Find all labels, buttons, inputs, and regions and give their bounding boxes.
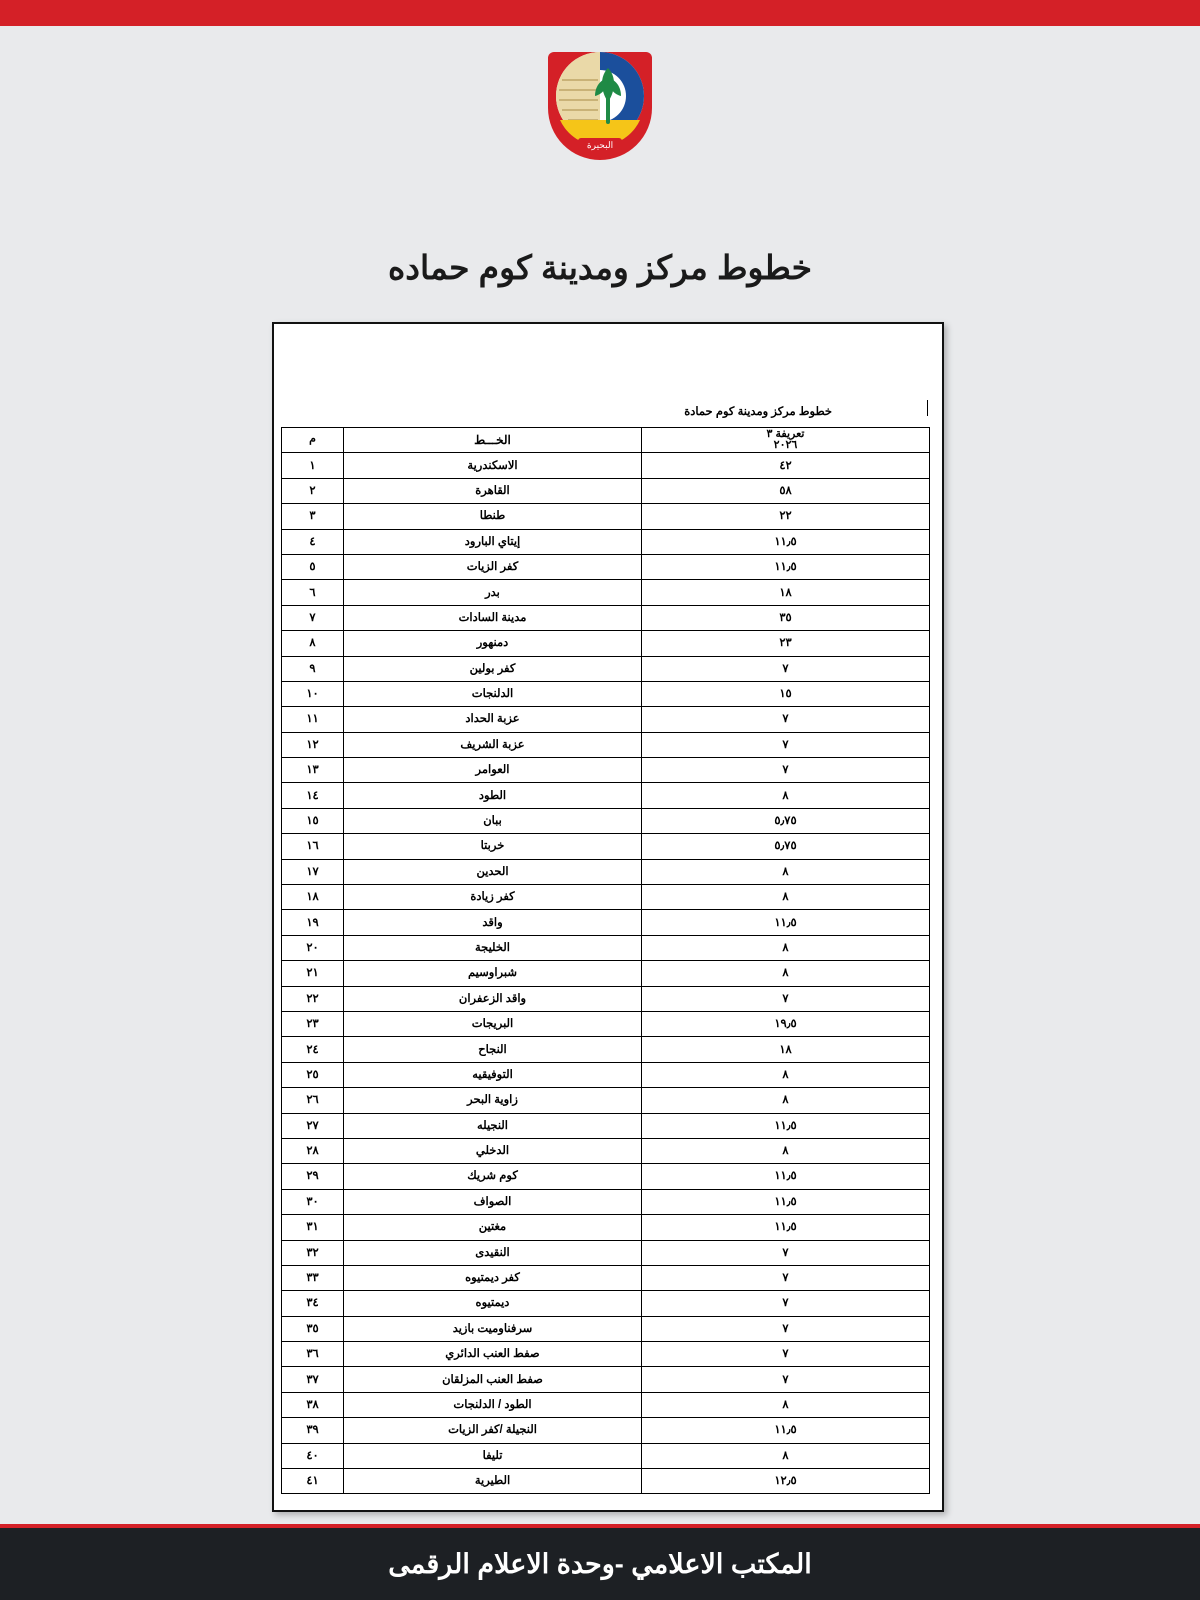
cell-number: ١٢: [282, 732, 344, 757]
cell-line-name: الاسكندرية: [344, 453, 642, 478]
cell-line-name: بدر: [344, 580, 642, 605]
cell-line-name: البريجات: [344, 1011, 642, 1036]
cell-price: ١١٫٥: [642, 1215, 930, 1240]
column-header-price-line1: تعريفة ٣: [766, 427, 805, 440]
cell-number: ١١: [282, 707, 344, 732]
cell-line-name: الطود: [344, 783, 642, 808]
cell-price: ١٥: [642, 681, 930, 706]
column-header-number: م: [282, 428, 344, 453]
cell-price: ٧: [642, 1342, 930, 1367]
cell-line-name: كفر ديمتيوه: [344, 1265, 642, 1290]
cell-price: ٧: [642, 1240, 930, 1265]
table-row: [282, 1367, 930, 1392]
cell-price: ١٨: [642, 1037, 930, 1062]
cell-price: ٧: [642, 656, 930, 681]
cell-price: ٧: [642, 1291, 930, 1316]
cell-line-name: الدخلي: [344, 1138, 642, 1163]
cell-price: ١١٫٥: [642, 554, 930, 579]
cell-line-name: النجاح: [344, 1037, 642, 1062]
table-row: [282, 808, 930, 833]
cell-line-name: صفط العنب المزلقان: [344, 1367, 642, 1392]
table-row: [282, 1443, 930, 1468]
cell-line-name: الخليجة: [344, 935, 642, 960]
cell-number: ٩: [282, 656, 344, 681]
table-row: [282, 1392, 930, 1417]
cell-price: ٨: [642, 1062, 930, 1087]
table-row: [282, 529, 930, 554]
table-row: [282, 986, 930, 1011]
cell-price: ٤٢: [642, 453, 930, 478]
cell-line-name: واقد الزعفران: [344, 986, 642, 1011]
cell-number: ٢٥: [282, 1062, 344, 1087]
table-row: [282, 580, 930, 605]
cell-line-name: عزبة الشريف: [344, 732, 642, 757]
fares-table: [281, 427, 930, 1494]
table-row: [282, 961, 930, 986]
table-row: [282, 453, 930, 478]
sheet-header-title: خطوط مركز ومدينة كوم حمادة: [684, 406, 832, 418]
table-row: [282, 1291, 930, 1316]
cell-price: ١٢٫٥: [642, 1469, 930, 1494]
cell-line-name: إيتاي البارود: [344, 529, 642, 554]
cell-number: ٢٢: [282, 986, 344, 1011]
cell-line-name: العوامر: [344, 758, 642, 783]
page-title: خطوط مركز ومدينة كوم حماده: [388, 249, 812, 286]
cell-number: ٢٤: [282, 1037, 344, 1062]
cell-price: ٨: [642, 885, 930, 910]
cell-price: ١١٫٥: [642, 1418, 930, 1443]
cell-price: ٢٢: [642, 504, 930, 529]
cell-number: ٢٠: [282, 935, 344, 960]
cell-line-name: دمنهور: [344, 631, 642, 656]
cell-price: ٨: [642, 1443, 930, 1468]
footer-bar: [0, 1528, 1200, 1600]
cell-number: ١٨: [282, 885, 344, 910]
cell-price: ١١٫٥: [642, 1189, 930, 1214]
cell-price: ٧: [642, 1265, 930, 1290]
cell-line-name: الصواف: [344, 1189, 642, 1214]
table-row: [282, 554, 930, 579]
table-row: [282, 1088, 930, 1113]
cell-number: ٣٨: [282, 1392, 344, 1417]
cell-price: ٨: [642, 783, 930, 808]
cell-line-name: كفر الزيات: [344, 554, 642, 579]
cell-line-name: الطيرية: [344, 1469, 642, 1494]
price-list-sheet: [272, 322, 944, 1512]
table-header-row: [282, 428, 930, 453]
table-row: [282, 783, 930, 808]
cell-price: ٥٨: [642, 478, 930, 503]
cell-price: ١١٫٥: [642, 529, 930, 554]
table-row: [282, 910, 930, 935]
table-row: [282, 1062, 930, 1087]
cell-number: ٤١: [282, 1469, 344, 1494]
sheet-header-tick: [927, 400, 928, 416]
cell-price: ١٨: [642, 580, 930, 605]
table-row: [282, 1037, 930, 1062]
cell-price: ٣٥: [642, 605, 930, 630]
cell-line-name: زاوية البحر: [344, 1088, 642, 1113]
cell-number: ٣٣: [282, 1265, 344, 1290]
table-row: [282, 478, 930, 503]
table-row: [282, 732, 930, 757]
cell-number: ٤٠: [282, 1443, 344, 1468]
cell-price: ٥٫٧٥: [642, 834, 930, 859]
cell-number: ٣٤: [282, 1291, 344, 1316]
cell-number: ٣٦: [282, 1342, 344, 1367]
cell-price: ٧: [642, 1367, 930, 1392]
cell-number: ٣٢: [282, 1240, 344, 1265]
cell-line-name: خربتا: [344, 834, 642, 859]
cell-line-name: النجيلة /كفر الزيات: [344, 1418, 642, 1443]
cell-line-name: النجيله: [344, 1113, 642, 1138]
column-header-price-line2: ٢٠٢٦: [773, 439, 798, 452]
cell-line-name: مغتين: [344, 1215, 642, 1240]
table-body: [282, 453, 930, 1494]
cell-line-name: واقد: [344, 910, 642, 935]
cell-line-name: طنطا: [344, 504, 642, 529]
cell-number: ١٧: [282, 859, 344, 884]
table-row: [282, 1189, 930, 1214]
column-header-price: [642, 428, 930, 453]
table-row: [282, 1113, 930, 1138]
table-row: [282, 504, 930, 529]
cell-line-name: تليفا: [344, 1443, 642, 1468]
table-row: [282, 935, 930, 960]
cell-line-name: صفط العنب الدائري: [344, 1342, 642, 1367]
cell-price: ١١٫٥: [642, 910, 930, 935]
cell-number: ٢٣: [282, 1011, 344, 1036]
table-row: [282, 1316, 930, 1341]
cell-line-name: ديمتيوه: [344, 1291, 642, 1316]
table-row: [282, 1215, 930, 1240]
logo-caption: البحيرة: [586, 140, 614, 150]
footer-text: المكتب الاعلامي -وحدة الاعلام الرقمى: [388, 1548, 812, 1579]
cell-line-name: مدينة السادات: [344, 605, 642, 630]
table-row: [282, 605, 930, 630]
table-row: [282, 656, 930, 681]
cell-number: ١٥: [282, 808, 344, 833]
cell-number: ٣٠: [282, 1189, 344, 1214]
cell-price: ١١٫٥: [642, 1113, 930, 1138]
cell-number: ٧: [282, 605, 344, 630]
cell-price: ١١٫٥: [642, 1164, 930, 1189]
cell-number: ١٣: [282, 758, 344, 783]
column-header-line: الخـــط: [344, 428, 642, 453]
table-row: [282, 1011, 930, 1036]
cell-line-name: كفر بولين: [344, 656, 642, 681]
cell-number: ٤: [282, 529, 344, 554]
cell-line-name: كفر زيادة: [344, 885, 642, 910]
cell-price: ٨: [642, 859, 930, 884]
cell-number: ٣٥: [282, 1316, 344, 1341]
table-row: [282, 1418, 930, 1443]
table-row: [282, 834, 930, 859]
cell-number: ٣١: [282, 1215, 344, 1240]
table-row: [282, 1164, 930, 1189]
cell-number: ١٩: [282, 910, 344, 935]
cell-price: ٨: [642, 1392, 930, 1417]
table-row: [282, 707, 930, 732]
cell-number: ٥: [282, 554, 344, 579]
cell-price: ١٩٫٥: [642, 1011, 930, 1036]
cell-line-name: عزبة الحداد: [344, 707, 642, 732]
table-row: [282, 1469, 930, 1494]
cell-number: ٢٩: [282, 1164, 344, 1189]
table-row: [282, 758, 930, 783]
table-row: [282, 885, 930, 910]
cell-number: ١٠: [282, 681, 344, 706]
cell-line-name: الحدين: [344, 859, 642, 884]
cell-line-name: التوفيقيه: [344, 1062, 642, 1087]
table-row: [282, 1265, 930, 1290]
top-red-bar: [0, 0, 1200, 26]
cell-price: ٨: [642, 1088, 930, 1113]
cell-number: ٣٩: [282, 1418, 344, 1443]
cell-line-name: النقيدى: [344, 1240, 642, 1265]
table-row: [282, 681, 930, 706]
cell-number: ١٤: [282, 783, 344, 808]
cell-price: ٨: [642, 961, 930, 986]
cell-number: ١: [282, 453, 344, 478]
cell-number: ٢١: [282, 961, 344, 986]
cell-number: ٦: [282, 580, 344, 605]
beheira-governorate-logo-icon: [534, 34, 666, 166]
table-row: [282, 1138, 930, 1163]
cell-price: ٧: [642, 986, 930, 1011]
cell-number: ٣: [282, 504, 344, 529]
cell-line-name: كوم شريك: [344, 1164, 642, 1189]
cell-line-name: سرفناوميت بازيد: [344, 1316, 642, 1341]
cell-line-name: الدلنجات: [344, 681, 642, 706]
cell-line-name: شبراوسيم: [344, 961, 642, 986]
cell-number: ٢٨: [282, 1138, 344, 1163]
cell-price: ٧: [642, 758, 930, 783]
table-row: [282, 1342, 930, 1367]
cell-price: ٨: [642, 935, 930, 960]
cell-number: ٢٧: [282, 1113, 344, 1138]
logo-container: [0, 34, 1200, 174]
cell-number: ٢: [282, 478, 344, 503]
cell-price: ٧: [642, 707, 930, 732]
table-row: [282, 859, 930, 884]
cell-line-name: الطود / الدلنجات: [344, 1392, 642, 1417]
cell-number: ١٦: [282, 834, 344, 859]
cell-number: ٣٧: [282, 1367, 344, 1392]
cell-price: ٧: [642, 732, 930, 757]
cell-price: ٥٫٧٥: [642, 808, 930, 833]
cell-number: ٨: [282, 631, 344, 656]
table-row: [282, 631, 930, 656]
cell-price: ٢٣: [642, 631, 930, 656]
cell-line-name: ببان: [344, 808, 642, 833]
table-row: [282, 1240, 930, 1265]
cell-line-name: القاهرة: [344, 478, 642, 503]
cell-price: ٧: [642, 1316, 930, 1341]
cell-price: ٨: [642, 1138, 930, 1163]
cell-number: ٢٦: [282, 1088, 344, 1113]
